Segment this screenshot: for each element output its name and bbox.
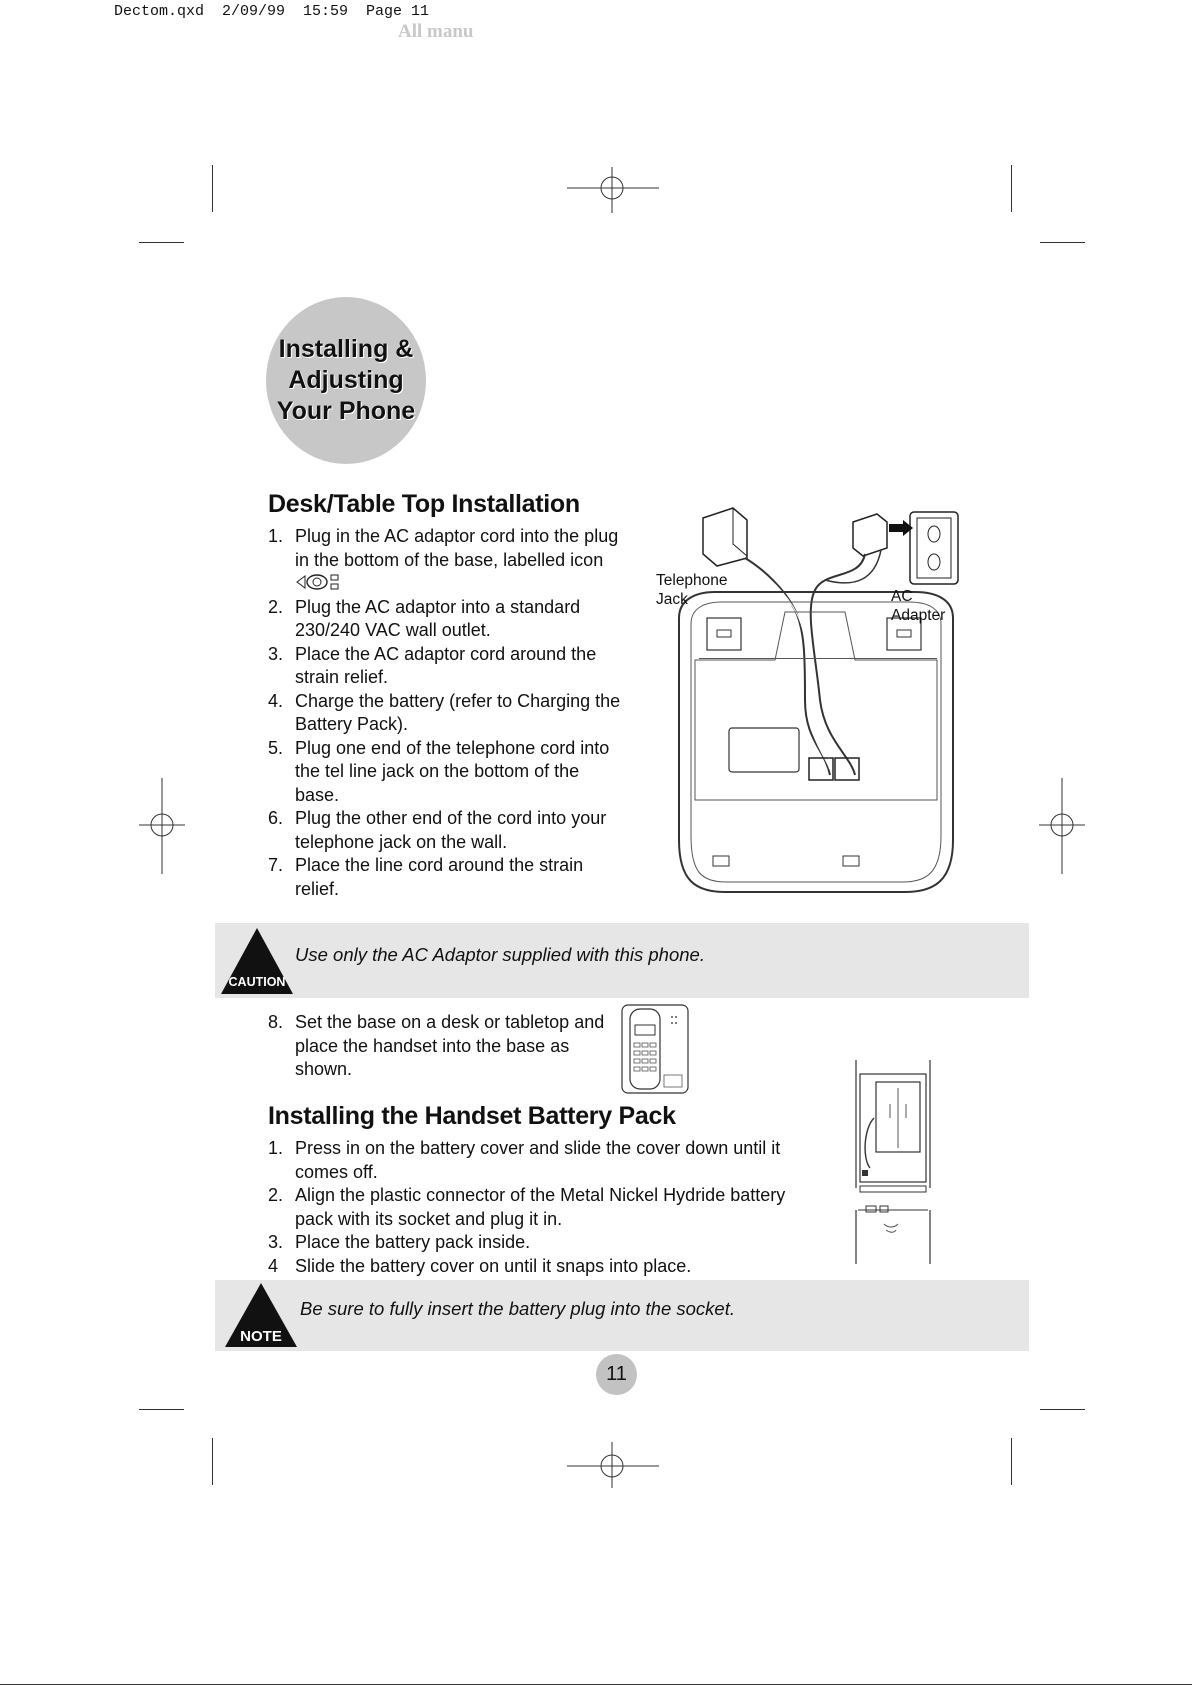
desk-install-steps — [268, 525, 628, 901]
section-badge-text: Installing & Adjusting Your Phone — [276, 335, 416, 425]
list-item: 4 Slide the battery cover on until it snaps into place. — [268, 1255, 692, 1276]
power-plug-icon — [295, 572, 341, 592]
registration-mark-icon — [565, 167, 661, 213]
caution-text: Use only the AC Adaptor supplied with this phone. — [295, 944, 705, 965]
page-number — [596, 1354, 637, 1395]
battery-install-steps — [268, 1137, 808, 1278]
caution-label: CAUTION — [228, 975, 286, 989]
print-slug: Dectom.qxd 2/09/99 15:59 Page 11 — [114, 3, 430, 20]
handset-in-base-illustration — [620, 1003, 692, 1097]
list-item: 3. Place the battery pack inside. — [268, 1232, 531, 1252]
list-item: 6. Plug the other end of the cord into your telephone jack on the wall. — [268, 808, 607, 852]
registration-mark-icon — [1037, 778, 1087, 874]
list-item: 1. Press in on the battery cover and slide the cover down until it comes off. — [268, 1138, 781, 1182]
watermark: All manu — [398, 21, 474, 42]
list-item: 5. Plug one end of the telephone cord into the tel line jack on the bottom of the base. — [268, 737, 610, 805]
section-badge — [266, 297, 426, 464]
ac-adapter-label: AC Adapter — [891, 588, 946, 624]
battery-compartment-illustration — [850, 1058, 936, 1264]
list-item: 2. Plug the AC adaptor into a standard 230/240 VAC wall outlet. — [268, 596, 581, 640]
page-number-text: 11 — [606, 1363, 627, 1385]
battery-install-heading: Installing the Handset Battery Pack — [268, 1102, 676, 1130]
list-item: 4. Charge the battery (refer to Charging the Battery Pack). — [268, 690, 621, 734]
desk-step-8 — [268, 1011, 608, 1082]
telephone-jack-label: Telephone Jack — [656, 572, 728, 608]
registration-mark-icon — [137, 778, 187, 874]
list-item: 3. Place the AC adaptor cord around the strain relief. — [268, 643, 597, 687]
note-label: NOTE — [240, 1328, 282, 1345]
list-item: 2. Align the plastic connector of the Metal Nickel Hydride battery pack with its socket and plug it in. — [268, 1185, 786, 1229]
note-text: Be sure to fully insert the battery plug into the socket. — [300, 1298, 735, 1319]
base-installation-illustration — [655, 500, 965, 900]
list-item: 1. Plug in the AC adaptor cord into the plug in the bottom of the base, labelled icon — [268, 525, 628, 596]
list-item: 7. Place the line cord around the strain relief. — [268, 855, 584, 899]
registration-mark-icon — [565, 1442, 661, 1488]
desk-install-heading: Desk/Table Top Installation — [268, 490, 580, 518]
list-item: 8. Set the base on a desk or tabletop and place the handset into the base as shown. — [268, 1012, 605, 1079]
